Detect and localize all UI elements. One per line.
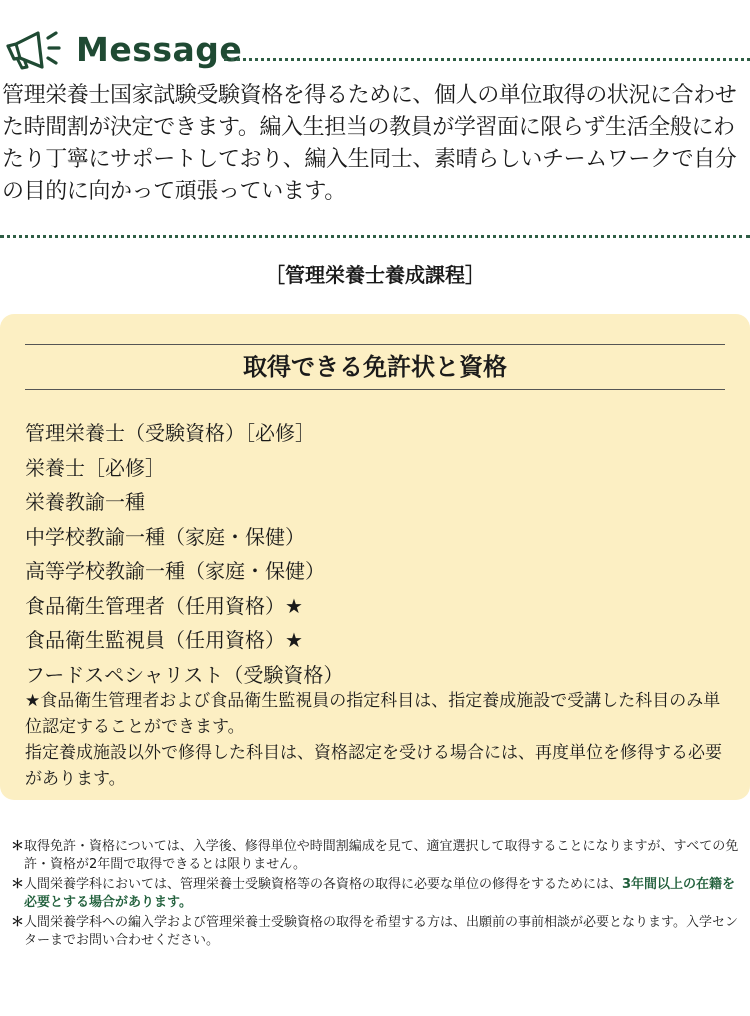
- footnote-mark: ＊: [11, 839, 25, 854]
- qualification-item: 食品衛生監視員（任用資格）★: [25, 628, 303, 652]
- qualifications-list: [25, 416, 735, 692]
- footnote-item: [12, 876, 748, 912]
- qualification-item: 高等学校教諭一種（家庭・保健）: [25, 559, 325, 583]
- qualification-item: 管理栄養士（受験資格）［必修］: [25, 421, 315, 445]
- footnote-item: [12, 838, 748, 874]
- footnote-mark: ＊: [11, 915, 25, 930]
- footnote-text: 人間栄養学科においては、管理栄養士受験資格等の各資格の取得に必要な単位の修得をするためには、: [24, 877, 623, 892]
- megaphone-icon: [2, 30, 72, 70]
- qualifications-panel: [0, 314, 750, 800]
- qualification-item: フードスペシャリスト（受験資格）: [25, 662, 344, 687]
- footnote-text: 取得免許・資格については、入学後、修得単位や時間割編成を見て、適宜選択して取得することになりますが、すべての免許・資格が2年間で取得できるとは限りません。: [24, 839, 739, 872]
- qualification-item: 栄養教諭一種: [25, 490, 145, 514]
- qualifications-title: 取得できる免許状と資格: [25, 344, 725, 390]
- course-heading: ［管理栄養士養成課程］: [265, 263, 485, 287]
- qualification-item: 食品衛生管理者（任用資格）★: [25, 593, 303, 618]
- message-body: 管理栄養士国家試験受験資格を得るために、個人の単位取得の状況に合わせた時間割が決定できます。編入生担当の教員が学習面に限らず生活全般にわたり丁寧にサポートしており、編入生同士、素晴らしいチームワークで自分の目的に向かって頑張っています。: [2, 83, 737, 204]
- message-title: Message: [76, 30, 243, 69]
- qualification-item: 中学校教諭一種（家庭・保健）: [25, 524, 305, 549]
- footnote-highlight: 3年間以上の在籍を必要とする場合があります。: [24, 877, 736, 910]
- qualifications-note: [25, 688, 730, 792]
- qualification-item: 栄養士［必修］: [25, 455, 165, 480]
- note-designated-subjects: ★食品衛生管理者および食品衛生監視員の指定科目は、指定養成施設で受講した科目のみ単位認定することができます。: [25, 691, 721, 737]
- footnote-text: 人間栄養学科への編入学および管理栄養士受験資格の取得を希望する方は、出願前の事前相談が必要となります。入学センターまでお問い合わせください。: [24, 915, 738, 948]
- message-header: [2, 28, 750, 72]
- footnote-mark: ＊: [11, 877, 25, 892]
- header-dotted-rule: [224, 58, 750, 61]
- section-dotted-divider: [0, 235, 750, 238]
- footnotes: [12, 838, 748, 952]
- note-retake-credits: 指定養成施設以外で修得した科目は、資格認定を受ける場合には、再度単位を修得する必要があります。: [25, 743, 722, 789]
- footnote-item: [12, 914, 748, 950]
